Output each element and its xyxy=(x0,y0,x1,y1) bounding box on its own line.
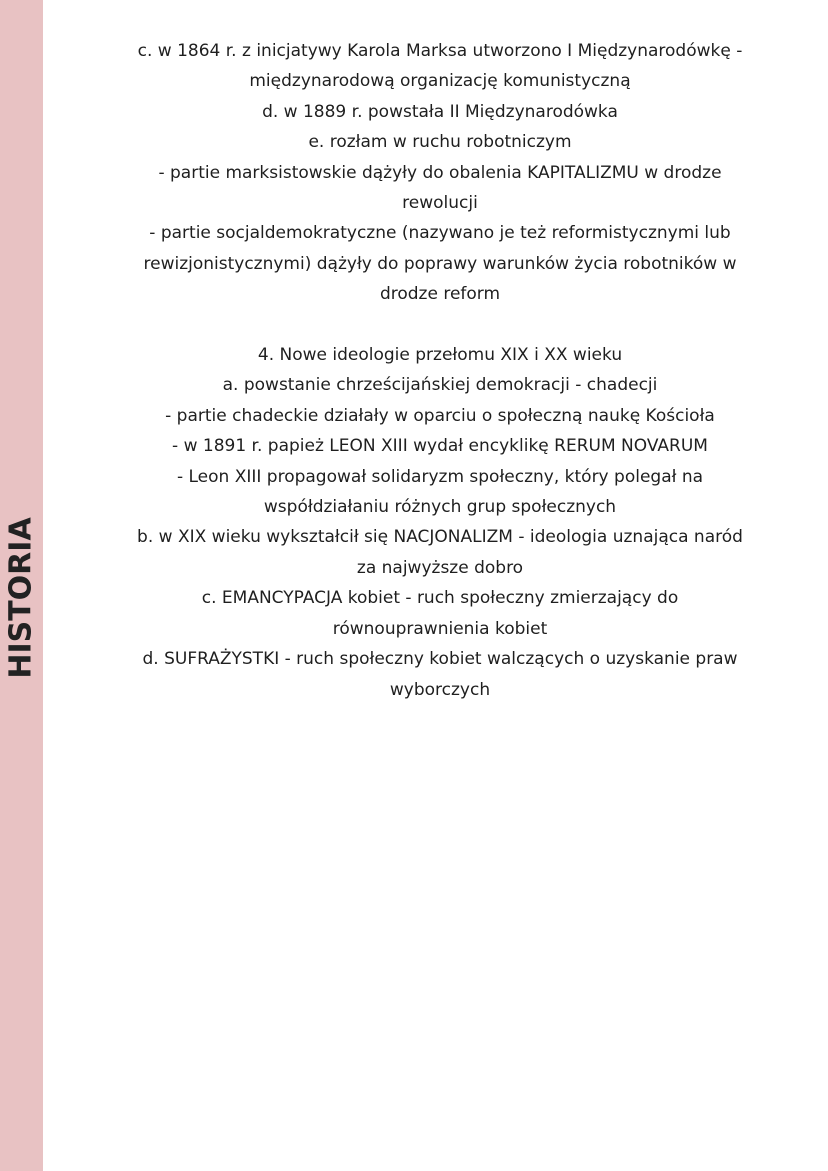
text-line: - partie socjaldemokratyczne (nazywano je też reformistycznymi lub xyxy=(149,223,731,244)
text-line: wyborczych xyxy=(389,679,491,700)
text-line: a. powstanie chrześcijańskiej demokracji - chadecji xyxy=(222,375,658,396)
text-line: - partie marksistowskie dążyły do obalenia KAPITALIZMU w drodze xyxy=(158,162,722,183)
text-line: e. rozłam w ruchu robotniczym xyxy=(308,132,572,153)
text-line: - w 1891 r. papież LEON XIII wydał encyklikę RERUM NOVARUM xyxy=(172,436,708,457)
paragraph-gap xyxy=(60,310,820,340)
text-line: międzynarodową organizację komunistyczną xyxy=(249,71,631,92)
text-line: d. SUFRAŻYSTKI - ruch społeczny kobiet walczących o uzyskanie praw xyxy=(142,649,738,670)
text-line: drodze reform xyxy=(379,284,501,305)
text-line: d. w 1889 r. powstała II Międzynarodówka xyxy=(262,101,618,122)
text-line: za najwyższe dobro xyxy=(356,557,524,578)
text-line: rewizjonistycznymi) dążyły do poprawy warunków życia robotników w xyxy=(143,253,737,274)
text-line: c. w 1864 r. z inicjatywy Karola Marksa utworzono I Międzynarodówkę - xyxy=(137,41,743,61)
subject-label: HISTORIA xyxy=(3,517,39,679)
text-line: rewolucji xyxy=(402,193,478,214)
text-line: równouprawnienia kobiet xyxy=(332,618,548,639)
text-line: - partie chadeckie działały w oparciu o społeczną naukę Kościoła xyxy=(165,405,715,426)
section-heading: 4. Nowe ideologie przełomu XIX i XX wieku xyxy=(257,345,623,366)
text-line: b. w XIX wieku wykształcił się NACJONALIZM - ideologia uznająca naród xyxy=(137,527,743,548)
text-line: współdziałaniu różnych grup społecznych xyxy=(263,497,617,518)
notes-content xyxy=(60,36,820,705)
sidebar-strip xyxy=(0,0,43,1171)
text-line: - Leon XIII propagował solidaryzm społeczny, który polegał na xyxy=(176,466,704,487)
text-line: c. EMANCYPACJA kobiet - ruch społeczny zmierzający do xyxy=(201,588,679,609)
